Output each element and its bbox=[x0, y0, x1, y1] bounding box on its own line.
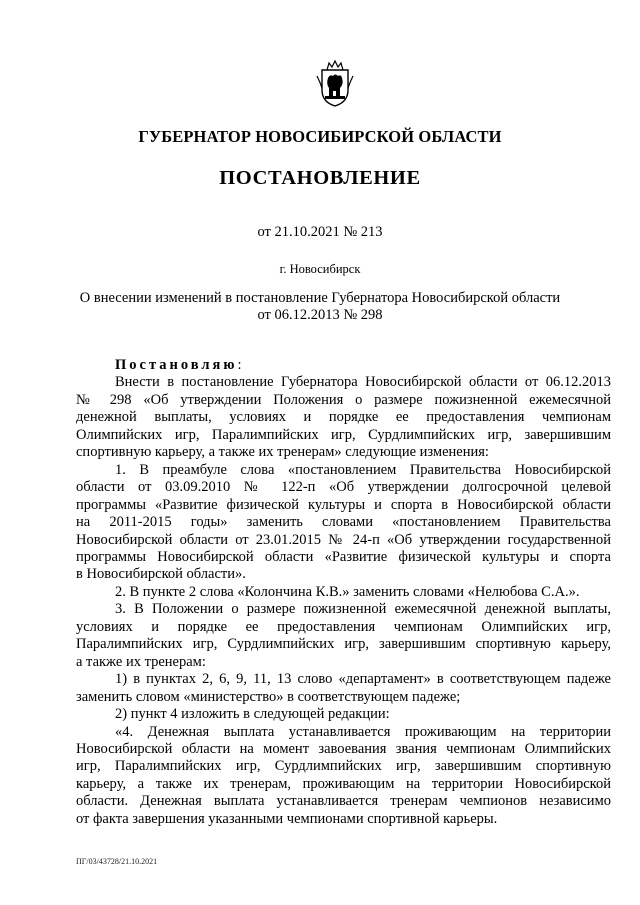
body-line: игр, Паралимпийских игр, Сурдлимпийских игр, завершившим спортивную bbox=[76, 758, 611, 775]
body-line: в Новосибирской области». bbox=[76, 566, 246, 583]
body-line: программы «Развитие физической культуры и спорта в Новосибирской области bbox=[76, 496, 611, 513]
body-line: заменить словом «министерство» в соответствующем падеже; bbox=[76, 688, 461, 705]
body-line: условиях и порядке ее предоставления чемпионам Олимпийских игр, bbox=[76, 618, 611, 635]
date-and-number: от 21.10.2021 № 213 bbox=[257, 224, 383, 240]
body-line: № 298 «Об утверждении Положения о размере пожизненной ежемесячной bbox=[76, 391, 611, 408]
city: г. Новосибирск bbox=[279, 262, 361, 276]
body-line: на 2011-2015 годы» заменить словами «постановлением Правительства bbox=[76, 514, 611, 531]
body-line: 1. В преамбуле слова «постановлением Правительства Новосибирской bbox=[115, 461, 611, 478]
body-line: от факта завершения указанными чемпионами спортивной карьеры. bbox=[76, 810, 498, 827]
decree-line bbox=[76, 357, 611, 374]
governor-title: ГУБЕРНАТОР НОВОСИБИРСКОЙ ОБЛАСТИ bbox=[138, 127, 502, 146]
body-line: «4. Денежная выплата устанавливается проживающим на территории bbox=[115, 723, 611, 740]
document-title-line-1: О внесении изменений в постановление Губернатора Новосибирской области bbox=[79, 290, 561, 306]
body-line: 3. В Положении о размере пожизненной ежемесячной денежной выплаты, bbox=[115, 601, 611, 618]
body-line: Паралимпийских игр, Сурдлимпийских игр, завершившим спортивную карьеру, bbox=[76, 636, 611, 653]
document-code: ПГ/03/43728/21.10.2021 bbox=[76, 857, 158, 866]
document-body bbox=[76, 357, 611, 828]
body-line: спортивную карьеру, а также их тренерам» следующие изменения: bbox=[76, 444, 489, 461]
body-line: области от 03.09.2010 № 122-п «Об утверждении долгосрочной целевой bbox=[76, 479, 611, 496]
body-line: Олимпийских игр, Паралимпийских игр, Сурдлимпийских игр, завершившим bbox=[76, 426, 611, 443]
body-line: 2. В пункте 2 слова «Колончина К.В.» заменить словами «Нелюбова С.А.». bbox=[115, 583, 580, 600]
body-line: области. Денежная выплата устанавливается тренерам чемпионов независимо bbox=[76, 793, 611, 810]
body-line: Внести в постановление Губернатора Новосибирской области от 06.12.2013 bbox=[115, 374, 611, 391]
body-line: 2) пункт 4 изложить в следующей редакции: bbox=[115, 706, 390, 723]
document-type: ПОСТАНОВЛЕНИЕ bbox=[219, 167, 421, 189]
decree-word: Постановляю bbox=[115, 357, 238, 373]
decree-colon: : bbox=[237, 357, 242, 373]
body-line: а также их тренерам: bbox=[76, 653, 206, 670]
document-title-line-2: от 06.12.2013 № 298 bbox=[257, 307, 383, 323]
body-line: денежной выплаты, условиях и порядке ее предоставления чемпионам bbox=[76, 409, 611, 426]
body-line: 1) в пунктах 2, 6, 9, 11, 13 слово «департамент» в соответствующем падеже bbox=[115, 671, 611, 688]
body-line: Новосибирской области на момент завоевания звания чемпионам Олимпийских bbox=[76, 740, 611, 757]
body-line: карьеру, а также их тренерам, проживающим на территории Новосибирской bbox=[76, 775, 611, 792]
coat-of-arms-icon bbox=[316, 58, 354, 108]
body-line: программы Новосибирской области «Развитие физической культуры и спорта bbox=[76, 548, 611, 565]
body-line: Новосибирской области от 23.01.2015 № 24-п «Об утверждении государственной bbox=[76, 531, 611, 548]
